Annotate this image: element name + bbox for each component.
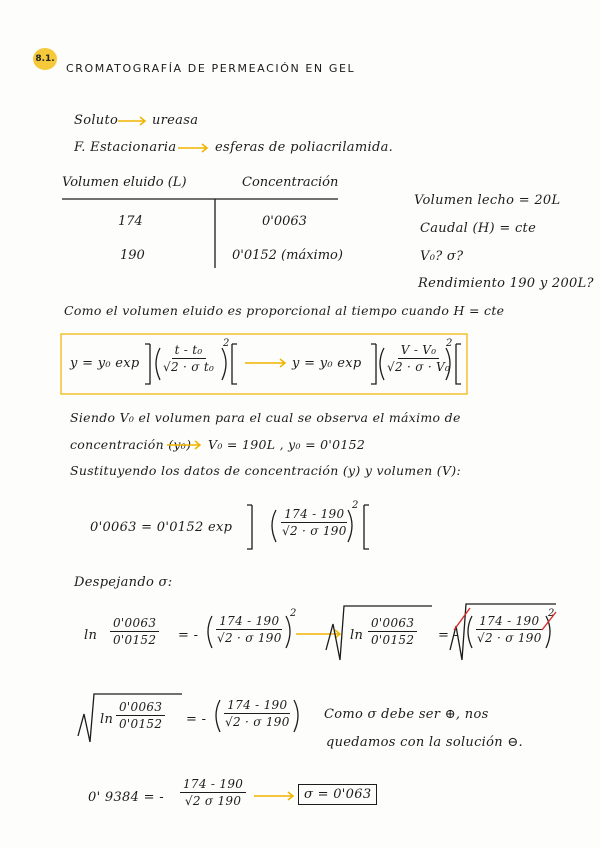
final-lhs: 0' 9384 = - xyxy=(88,790,164,805)
eq3b-equals: = - xyxy=(438,628,459,643)
eq2-lhs: 0'0063 = 0'0152 exp xyxy=(90,520,233,535)
paren-close xyxy=(348,510,352,542)
arrow-icon xyxy=(118,117,145,125)
note-question: V₀? σ? xyxy=(420,249,464,264)
eq1-numerator: t - t₀ xyxy=(172,343,206,359)
paren-close xyxy=(222,348,226,380)
eq3b-ln-numerator: 0'0063 xyxy=(368,616,417,632)
table-header-volume: Volumen eluido (L) xyxy=(62,175,187,190)
fase-value: esferas de poliacrilamida. xyxy=(215,140,394,155)
eq1-rhs: y = y₀ exp xyxy=(292,356,362,371)
eq3-equals: = - xyxy=(178,628,199,643)
eq3b-rhs-denominator: √2 · σ 190 xyxy=(477,631,542,645)
eq1-denominator-volume: √2 · σ · V₀ xyxy=(387,360,451,374)
note-flow: Caudal (H) = cte xyxy=(420,221,537,236)
eq4-rhs-numerator: 174 - 190 xyxy=(224,698,290,714)
arrow-icon xyxy=(178,144,207,152)
table-cell: 0'0152 (máximo) xyxy=(232,248,343,263)
bracket-close xyxy=(232,344,237,384)
table-cell: 190 xyxy=(120,248,145,263)
siendo-line-2a: concentración (y₀) xyxy=(70,437,192,452)
paren-open xyxy=(208,616,212,648)
black-strokes xyxy=(62,199,556,742)
eq3b-rhs-numerator: 174 - 190 xyxy=(476,614,542,630)
final-denominator: √2 σ 190 xyxy=(184,794,242,808)
eq4-equals: = - xyxy=(186,712,207,727)
sustituyendo-text: Sustituyendo los datos de concentración (y) y volumen (V): xyxy=(70,463,461,478)
eq2-denominator: √2 · σ 190 xyxy=(282,524,347,538)
arrow-icon xyxy=(296,630,340,638)
siendo-line-1: Siendo V₀ el volumen para el cual se observa el máximo de xyxy=(70,410,461,425)
final-numerator: 174 - 190 xyxy=(180,777,246,793)
formula-highlight-box xyxy=(61,334,467,394)
eq2-exponent: 2 xyxy=(352,500,359,511)
bracket-open xyxy=(371,344,376,384)
paren-close xyxy=(446,348,450,380)
bracket-open xyxy=(145,344,150,384)
strike-icon xyxy=(542,612,556,630)
eq3b-ln: ln xyxy=(350,628,364,643)
eq1-numerator-volume: V - V₀ xyxy=(398,343,440,359)
paren-open xyxy=(468,616,472,648)
eq3-ln: ln xyxy=(84,628,98,643)
eq1-exponent: 2 xyxy=(223,338,230,349)
eq4-ln-denominator: 0'0152 xyxy=(119,717,163,731)
eq3-rhs-numerator: 174 - 190 xyxy=(216,614,282,630)
eq4-ln-numerator: 0'0063 xyxy=(116,700,165,716)
bracket-close xyxy=(456,344,461,384)
paren-open xyxy=(216,700,220,732)
fase-label: F. Estacionaria xyxy=(74,140,177,155)
despejando-text: Despejando σ: xyxy=(74,575,173,590)
paren-open xyxy=(156,348,160,380)
note-yield: Rendimiento 190 y 200L? xyxy=(418,276,594,291)
red-strikes xyxy=(454,608,556,630)
table-cell: 174 xyxy=(118,214,143,229)
eq3b-ln-denominator: 0'0152 xyxy=(371,633,415,647)
soluto-value: ureasa xyxy=(152,113,199,128)
eq4-rhs-denominator: √2 · σ 190 xyxy=(225,715,290,729)
paren-close xyxy=(286,616,290,648)
eq3-ln-numerator: 0'0063 xyxy=(110,616,159,632)
eq3-rhs-denominator: √2 · σ 190 xyxy=(217,631,282,645)
radical-symbol xyxy=(326,606,432,660)
eq1-exponent-volume: 2 xyxy=(446,338,453,349)
exercise-badge: 8.1. xyxy=(33,48,57,70)
paren-close xyxy=(294,700,298,732)
table-header-concentration: Concentración xyxy=(242,175,339,190)
radical-symbol xyxy=(450,604,556,660)
siendo-line-2b: V₀ = 190L , y₀ = 0'0152 xyxy=(208,437,366,452)
final-result: σ = 0'063 xyxy=(298,784,377,805)
proportional-text: Como el volumen eluido es proporcional al tiempo cuando H = cte xyxy=(64,303,505,318)
yellow-arrows xyxy=(61,117,467,800)
soluto-label: Soluto xyxy=(74,113,119,128)
paren-open xyxy=(380,348,384,380)
eq3-exponent: 2 xyxy=(290,608,297,619)
note-volume-bed: Volumen lecho = 20L xyxy=(414,193,561,208)
arrow-icon xyxy=(167,441,200,449)
arrow-icon xyxy=(245,359,285,367)
table-cell: 0'0063 xyxy=(262,214,307,229)
eq1-lhs: y = y₀ exp xyxy=(70,356,140,371)
radical-symbol xyxy=(78,694,182,742)
eq1-denominator: √2 · σ t₀ xyxy=(163,360,215,374)
page-title: CROMATOGRAFÍA DE PERMEACIÓN EN GEL xyxy=(66,62,356,75)
como-line-2: quedamos con la solución ⊖. xyxy=(326,735,523,750)
strike-icon xyxy=(454,608,470,630)
paren-open xyxy=(272,510,276,542)
bracket-open xyxy=(247,505,252,549)
arrow-icon xyxy=(254,792,293,800)
eq3b-exponent: 2 xyxy=(548,608,555,619)
eq4-ln: ln xyxy=(100,712,114,727)
eq3-ln-denominator: 0'0152 xyxy=(113,633,157,647)
como-line-1: Como σ debe ser ⊕, nos xyxy=(324,707,489,722)
bracket-close xyxy=(364,505,369,549)
eq2-numerator: 174 - 190 xyxy=(281,507,347,523)
